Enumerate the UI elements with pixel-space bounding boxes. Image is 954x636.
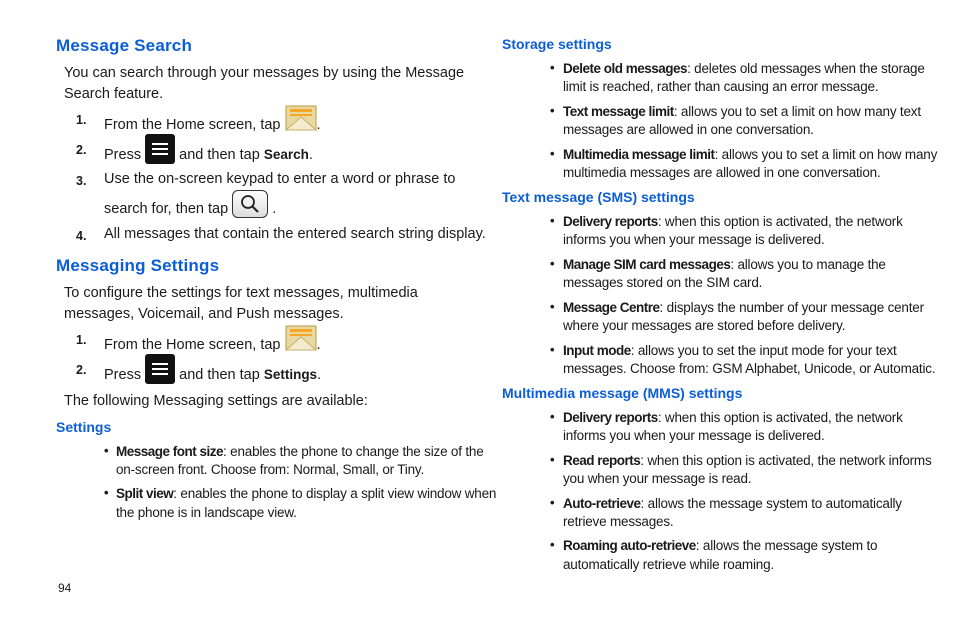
- bullet-desc: : enables the phone to change the size of the: [223, 444, 484, 459]
- bullet-term: Message font size: [116, 444, 224, 459]
- step-label: and then tap: [179, 366, 260, 383]
- bullet-desc: : allows you to set a limit on how many text: [673, 104, 921, 119]
- bullet-desc: : allows you to set the input mode for your text: [630, 343, 897, 358]
- bullet: •: [550, 213, 555, 228]
- step-text: [104, 104, 321, 132]
- bullet-desc: : when this option is activated, the network: [657, 410, 903, 425]
- step-number: 2.: [76, 143, 87, 157]
- bullet: •: [550, 60, 555, 75]
- step-text: All messages that contain the entered search string display.: [104, 226, 486, 242]
- step-label: Press: [104, 366, 142, 383]
- step-bold: Search: [263, 146, 309, 162]
- sms-settings-heading: Text message (SMS) settings: [502, 189, 695, 205]
- bullet-item-cont: the phone is in landscape view.: [116, 505, 297, 520]
- step-number: 3.: [76, 174, 87, 188]
- envelope-icon: [285, 104, 317, 132]
- bullet-term: Message Centre: [563, 300, 660, 315]
- step-text: [104, 354, 321, 384]
- step-text: [104, 134, 313, 164]
- available-settings-text: The following Messaging settings are available:: [64, 393, 368, 409]
- step-label: From the Home screen, tap: [104, 336, 281, 353]
- page-number: 94: [58, 581, 72, 595]
- bullet-term: Multimedia message limit: [563, 147, 715, 162]
- menu-key-icon: [145, 354, 175, 384]
- menu-key-icon: [145, 134, 175, 164]
- messaging-settings-intro-1: To configure the settings for text messages, multimedia: [64, 285, 418, 301]
- step-label: Press: [104, 146, 142, 163]
- envelope-icon: [285, 324, 317, 352]
- step-label: and then tap: [179, 146, 260, 163]
- bullet-item: [563, 299, 924, 317]
- step-number: 2.: [76, 363, 87, 377]
- bullet: •: [550, 537, 555, 552]
- bullet-item-cont: messages. Choose from: GSM Alphabet, Unicode, or Automatic.: [563, 361, 936, 376]
- step-period: .: [316, 116, 321, 133]
- bullet-item-cont: messages stored on the SIM card.: [563, 275, 763, 290]
- bullet: •: [550, 342, 555, 357]
- step-period: .: [308, 146, 313, 163]
- search-icon: [232, 190, 268, 218]
- bullet-term: Text message limit: [563, 104, 674, 119]
- bullet-desc: : enables the phone to display a split view window when: [173, 486, 497, 501]
- step-bold: Settings: [263, 366, 318, 382]
- bullet-item-cont: multimedia messages are allowed in one conversation.: [563, 165, 881, 180]
- bullet-item: [563, 146, 937, 164]
- bullet: •: [104, 443, 109, 458]
- message-search-intro-2: Search feature.: [64, 86, 164, 102]
- bullet: •: [550, 256, 555, 271]
- bullet-item-cont: on-screen front. Choose from: Normal, Small, or Tiny.: [116, 462, 425, 477]
- step-label: From the Home screen, tap: [104, 116, 281, 133]
- bullet: •: [550, 299, 555, 314]
- bullet-term: Split view: [116, 486, 174, 501]
- bullet-item: [563, 495, 902, 513]
- bullet-term: Read reports: [563, 453, 641, 468]
- bullet-item-cont: limit is reached, rather than causing an error message.: [563, 79, 879, 94]
- bullet-item: [563, 537, 877, 555]
- bullet-item: [116, 443, 484, 461]
- bullet-item-cont: retrieve messages.: [563, 514, 674, 529]
- step-number: 1.: [76, 113, 87, 127]
- bullet-item: [563, 342, 897, 360]
- step-number: 1.: [76, 333, 87, 347]
- step-text: [104, 190, 276, 218]
- step-period: .: [316, 336, 321, 353]
- mms-settings-heading: Multimedia message (MMS) settings: [502, 385, 743, 401]
- bullet: •: [550, 409, 555, 424]
- bullet-item-cont: where your messages are stored before delivery.: [563, 318, 846, 333]
- settings-subheading: Settings: [56, 419, 112, 435]
- step-number: 4.: [76, 229, 87, 243]
- bullet-item: [563, 452, 932, 470]
- bullet-item-cont: informs you when your message is delivered.: [563, 428, 825, 443]
- bullet-item: [563, 60, 925, 78]
- bullet-desc: : allows you to set a limit on how many: [714, 147, 938, 162]
- bullet-desc: : displays the number of your message center: [659, 300, 924, 315]
- bullet-desc: : allows the message system to automatically: [640, 496, 902, 511]
- bullet-term: Delete old messages: [563, 61, 688, 76]
- message-search-intro-1: You can search through your messages by using the Message: [64, 65, 465, 81]
- bullet-item: [563, 103, 921, 121]
- bullet: •: [550, 103, 555, 118]
- bullet-item-cont: automatically retrieve while roaming.: [563, 557, 774, 572]
- bullet-item-cont: you when your message is read.: [563, 471, 752, 486]
- bullet-desc: : allows you to manage the: [730, 257, 886, 272]
- bullet: •: [550, 146, 555, 161]
- bullet-term: Manage SIM card messages: [563, 257, 731, 272]
- bullet-term: Delivery reports: [563, 214, 658, 229]
- bullet-item: [563, 409, 903, 427]
- messaging-settings-intro-2: messages, Voicemail, and Push messages.: [64, 306, 344, 322]
- step-label: search for, then tap: [104, 200, 229, 217]
- bullet-desc: : when this option is activated, the network informs: [640, 453, 932, 468]
- bullet-item-cont: messages are allowed in one conversation.: [563, 122, 814, 137]
- bullet-term: Input mode: [563, 343, 631, 358]
- bullet-desc: : allows the message system to: [695, 538, 878, 553]
- messaging-settings-heading: Messaging Settings: [56, 256, 220, 275]
- bullet-term: Auto-retrieve: [563, 496, 641, 511]
- bullet: •: [550, 452, 555, 467]
- bullet: •: [104, 485, 109, 500]
- storage-settings-heading: Storage settings: [502, 36, 612, 52]
- bullet-desc: : deletes old messages when the storage: [687, 61, 925, 76]
- step-period: .: [317, 366, 322, 383]
- bullet-item: [563, 256, 886, 274]
- bullet-term: Delivery reports: [563, 410, 658, 425]
- bullet-item-cont: informs you when your message is delivered.: [563, 232, 825, 247]
- step-text: Use the on-screen keypad to enter a word or phrase to: [104, 171, 456, 187]
- step-period: .: [272, 200, 277, 217]
- bullet: •: [550, 495, 555, 510]
- bullet-desc: : when this option is activated, the network: [657, 214, 903, 229]
- bullet-term: Roaming auto-retrieve: [563, 538, 696, 553]
- bullet-item: [563, 213, 903, 231]
- message-search-heading: Message Search: [56, 36, 193, 55]
- bullet-item: [116, 485, 496, 503]
- step-text: [104, 324, 321, 352]
